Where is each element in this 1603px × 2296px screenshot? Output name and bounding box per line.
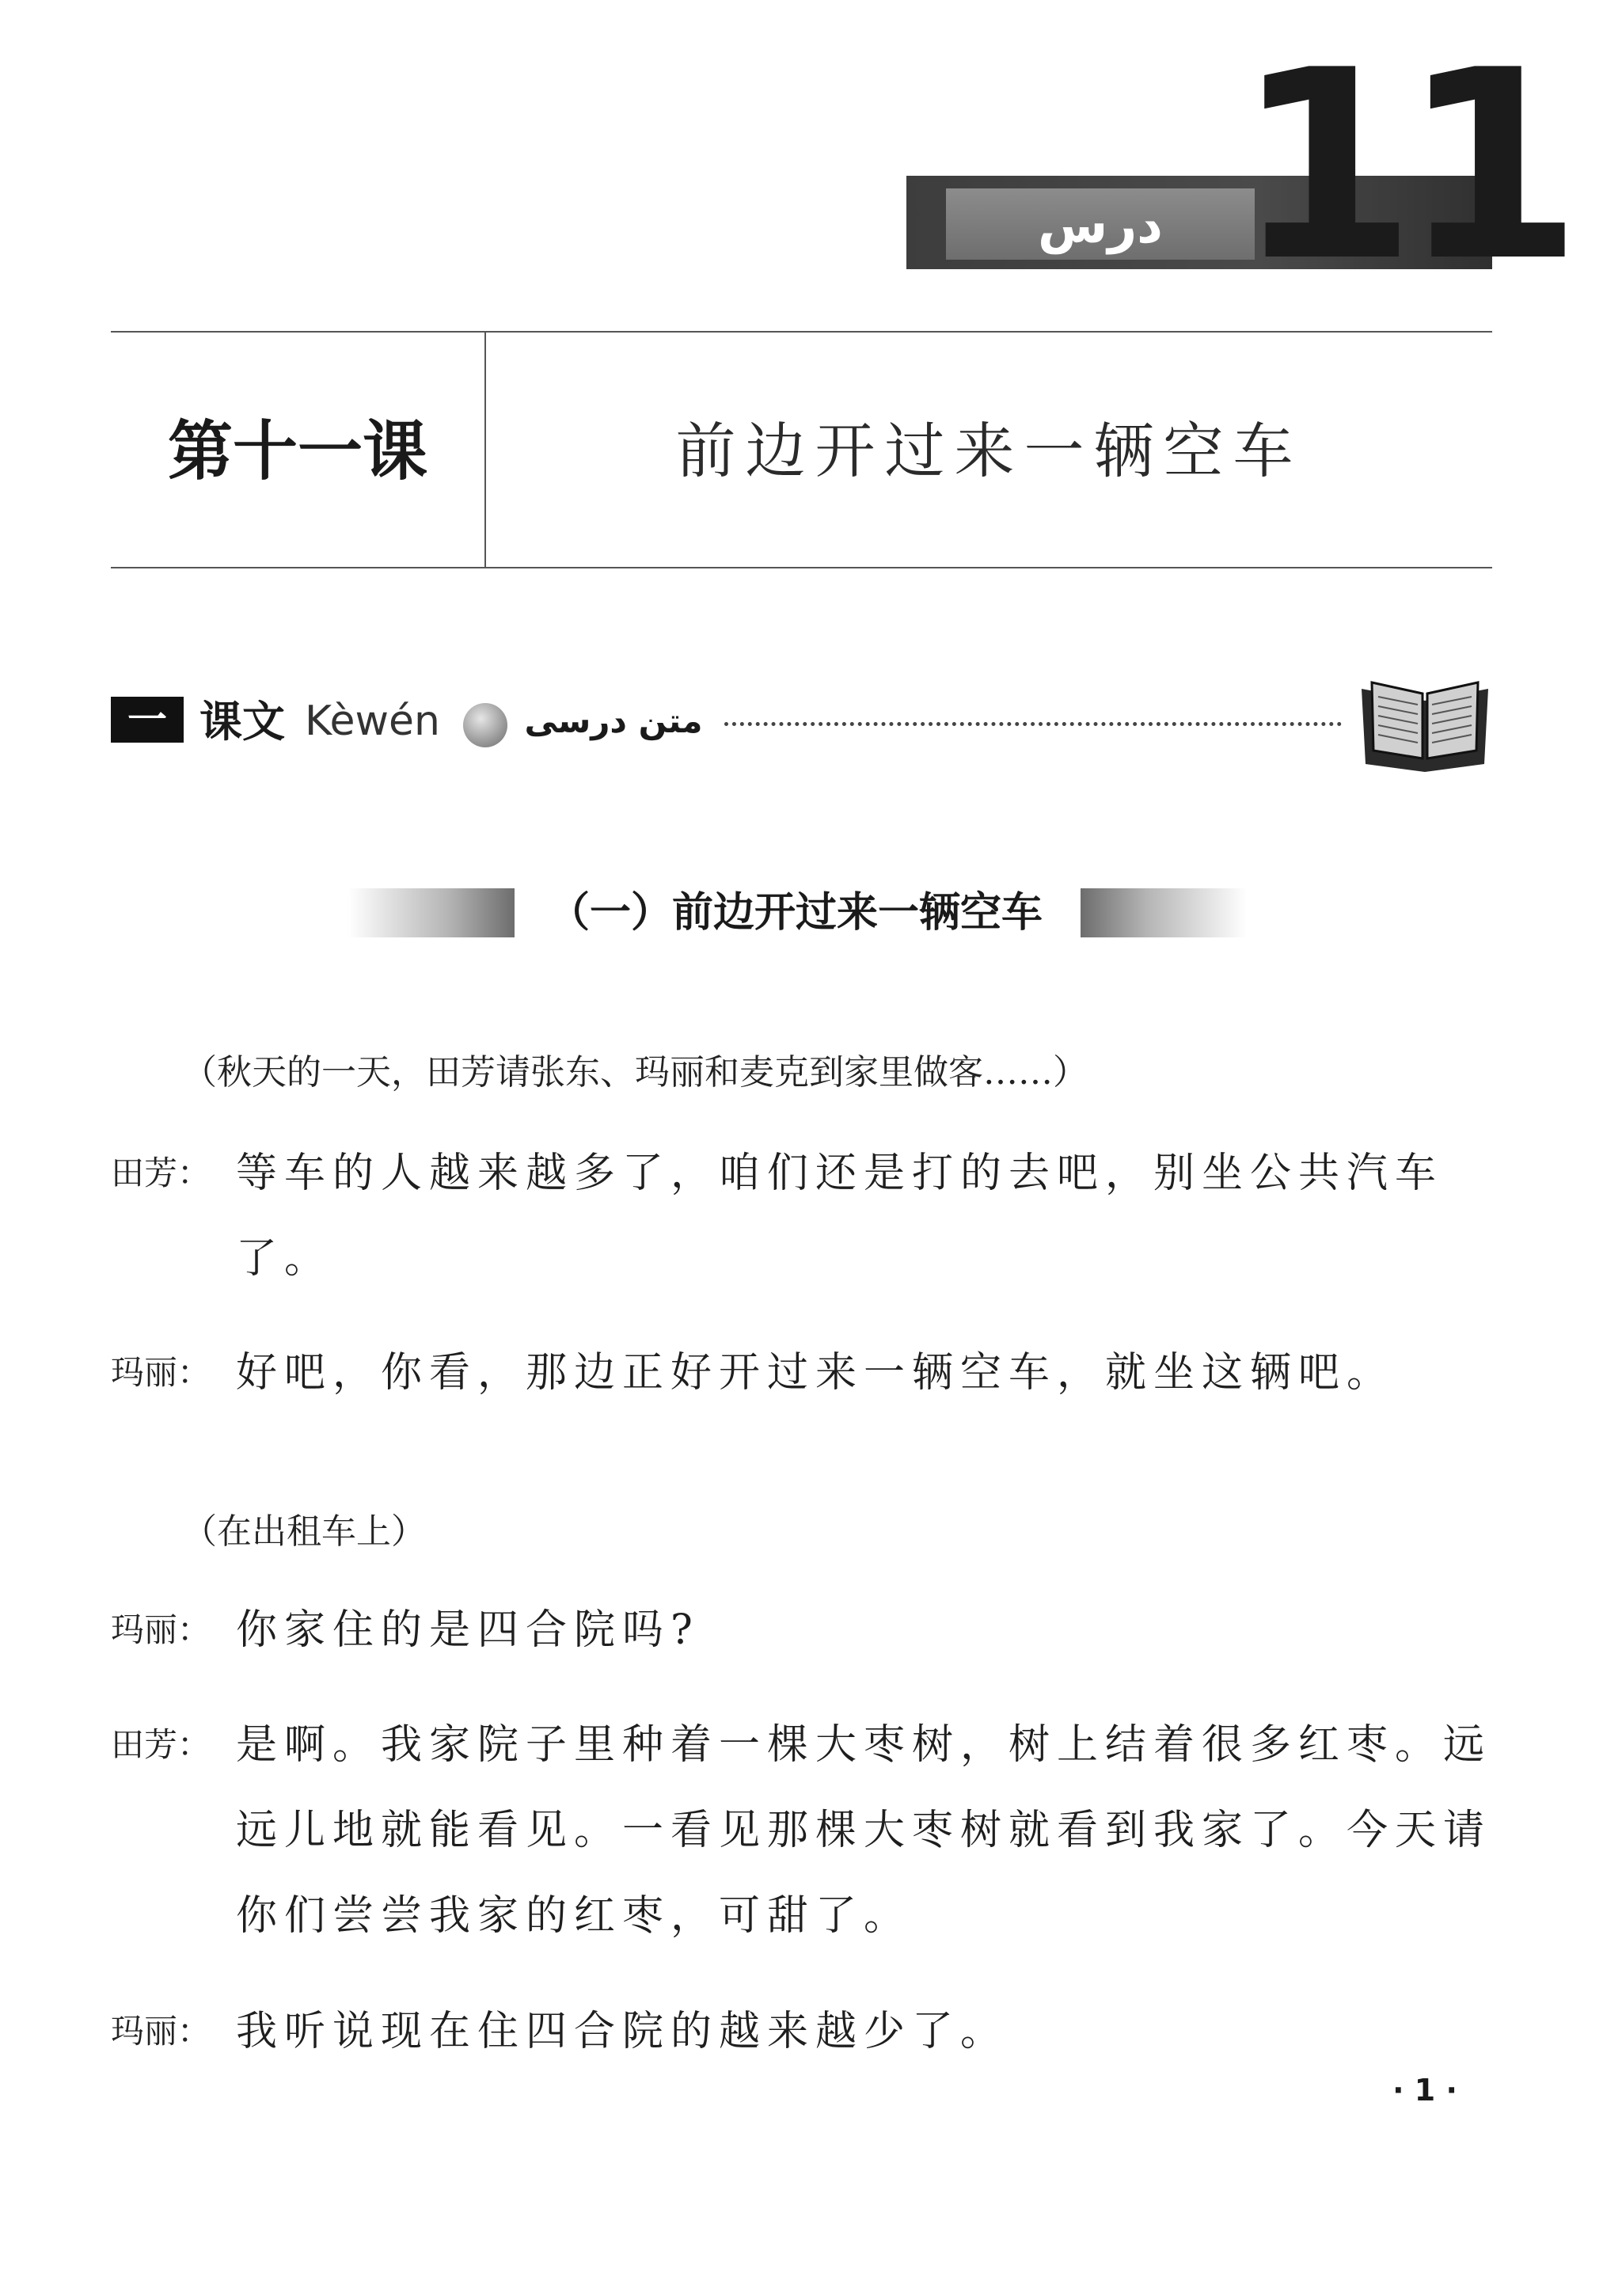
stage-direction: （在出租车上） — [182, 1511, 426, 1552]
lesson-number: 11 — [1235, 14, 1567, 318]
section-dotted-leader — [724, 722, 1342, 726]
page-number: · 1 · — [1392, 2073, 1457, 2108]
dialogue-line: 是啊。我家院子里种着一棵大枣树，树上结着很多红枣。远远儿地就能看见。一看见那棵大枣树就看到我家了。今天请你们尝尝我家的红枣，可甜了。 — [236, 1721, 1492, 1940]
section-persian: متن درسی — [524, 701, 703, 740]
section-title: 课文 — [199, 696, 285, 747]
dialogue-line: 好吧，你看，那边正好开过来一辆空车，就坐这辆吧。 — [236, 1349, 1396, 1397]
stage-direction: （秋天的一天，田芳请张东、玛丽和麦克到家里做客……） — [182, 1052, 1088, 1093]
dialogue-line: 你家住的是四合院吗? — [236, 1606, 700, 1654]
subsection-title: （一）前边开过来一辆空车 — [548, 888, 1043, 937]
title-bottom-rule — [111, 567, 1492, 568]
section-pinyin: Kèwén — [305, 698, 440, 745]
dialogue-speaker: 玛丽： — [111, 1610, 211, 1649]
dialogue-line: 我听说现在住四合院的越来越少了。 — [236, 2008, 1009, 2055]
title-top-rule — [111, 331, 1492, 333]
dialogue-speaker: 玛丽： — [111, 2012, 211, 2051]
dialogue-speaker: 玛丽： — [111, 1353, 211, 1392]
circle-bullet-icon — [463, 703, 507, 747]
lesson-title: 前边开过来一辆空车 — [675, 416, 1303, 486]
lesson-label: 第十一课 — [167, 413, 427, 489]
dialogue-speaker: 田芳： — [111, 1154, 211, 1192]
lesson-banner-word: درس — [1038, 196, 1163, 255]
subsection-bar-right — [1081, 888, 1247, 937]
open-book-icon — [1358, 665, 1492, 776]
subsection-bar-left — [348, 888, 515, 937]
dialogue-line: 等车的人越来越多了，咱们还是打的去吧，别坐公共汽车了。 — [236, 1150, 1444, 1283]
dialogue-speaker: 田芳： — [111, 1725, 211, 1764]
section-marker: 一 — [111, 697, 184, 743]
